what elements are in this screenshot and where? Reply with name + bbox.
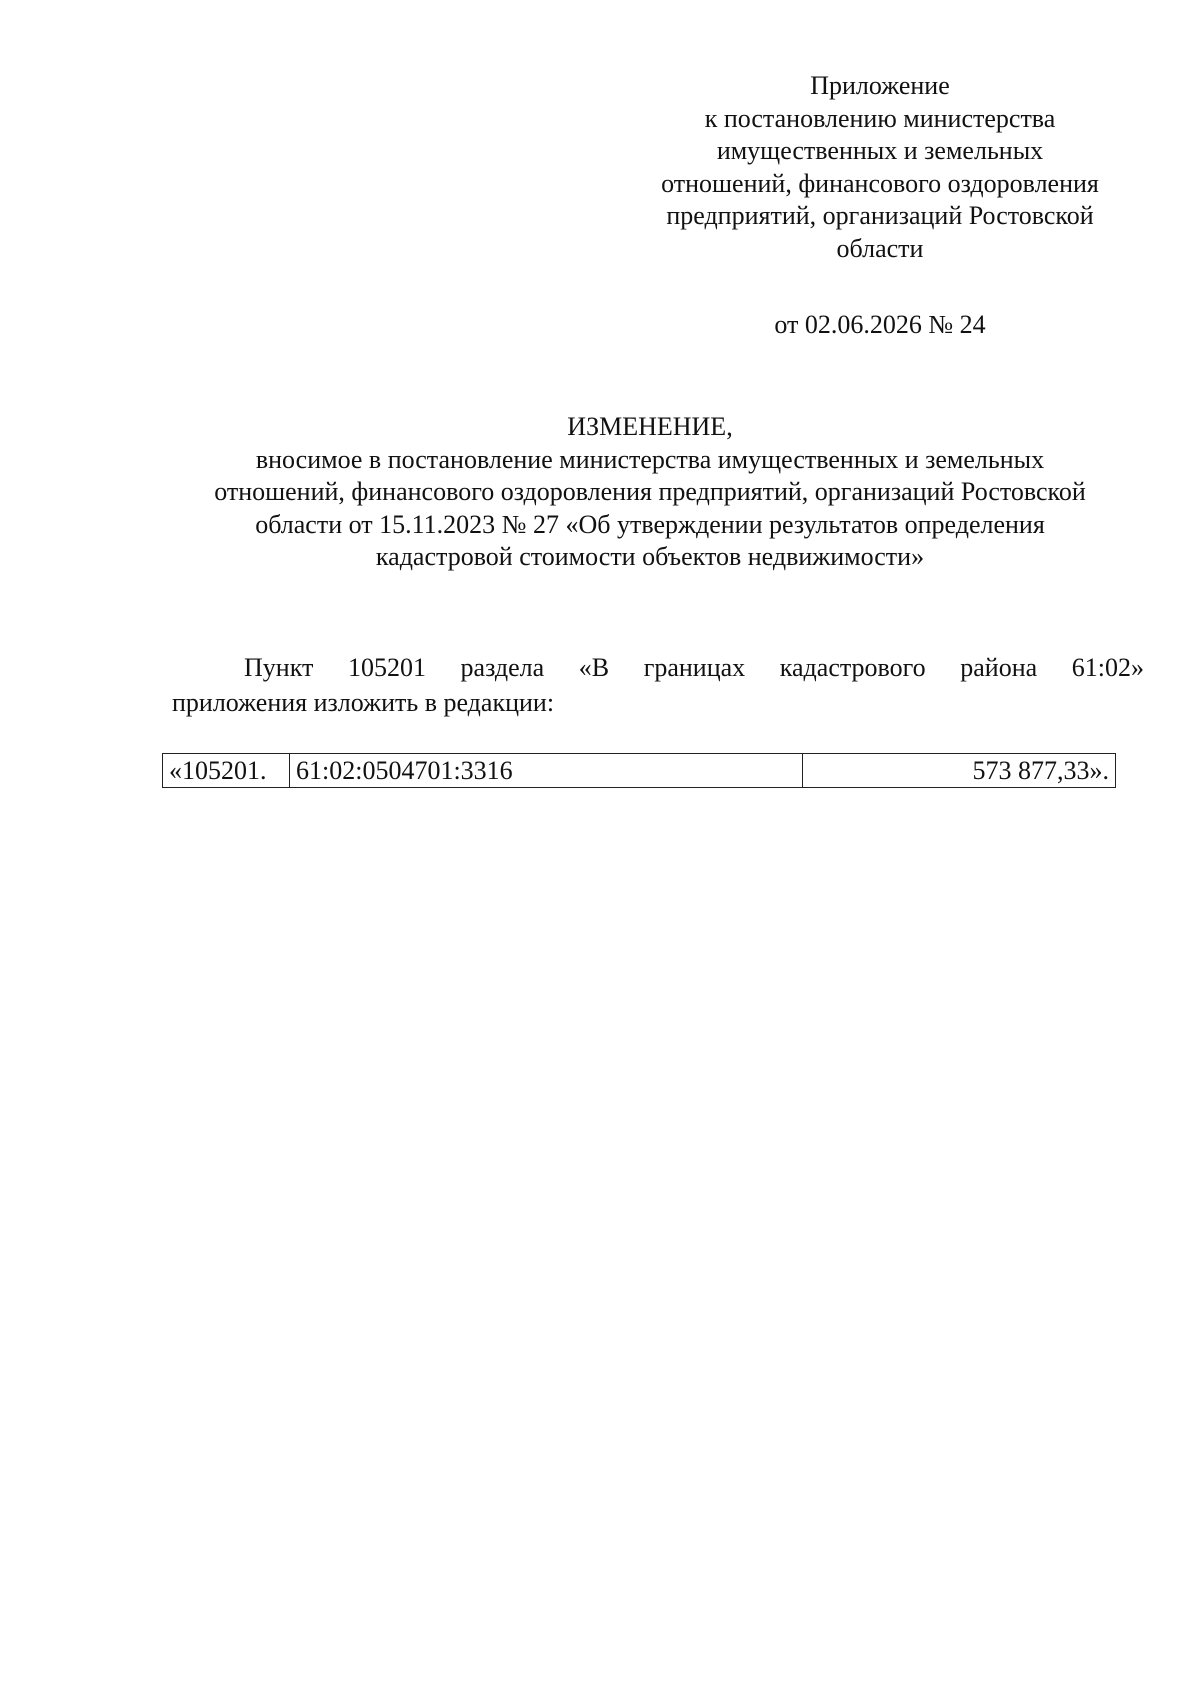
cadastral-number-cell: 61:02:0504701:3316 — [290, 754, 803, 788]
body-word: кадастрового — [779, 653, 926, 682]
appendix-line: предприятий, организаций Ростовской — [666, 201, 1094, 230]
body-word: «В — [578, 653, 610, 682]
title-line: отношений, финансового оздоровления предприятий, организаций Ростовской — [214, 477, 1086, 506]
body-word: границах — [643, 653, 746, 682]
appendix-line: имущественных и земельных — [716, 136, 1044, 165]
body-word: раздела — [460, 653, 545, 682]
title-line: вносимое в постановление министерства имущественных и земельных — [255, 444, 1045, 474]
body-word: 105201 — [347, 653, 426, 682]
title-line: области от 15.11.2023 № 27 «Об утверждении результатов определения — [255, 509, 1045, 539]
body-word: Пункт — [244, 653, 314, 682]
appendix-line: отношений, финансового оздоровления — [661, 168, 1099, 198]
document-title — [160, 411, 1140, 574]
title-heading: ИЗМЕНЕНИЕ, — [567, 412, 733, 441]
cadastral-table — [162, 753, 1116, 788]
body-paragraph — [172, 650, 1144, 720]
body-word: района — [960, 653, 1038, 682]
cadastral-value-cell: 573 877,33». — [803, 754, 1116, 788]
appendix-date-number: от 02.06.2026 № 24 — [774, 310, 986, 339]
title-line: кадастровой стоимости объектов недвижимости» — [375, 542, 925, 571]
body-word: 61:02» — [1071, 653, 1145, 682]
appendix-line: Приложение — [810, 71, 950, 100]
body-second-line: приложения изложить в редакции: — [172, 688, 555, 717]
row-number-cell: «105201. — [163, 754, 290, 788]
appendix-header — [640, 70, 1120, 342]
appendix-line: области — [836, 233, 924, 263]
body-first-line — [172, 650, 1144, 685]
appendix-line: к постановлению министерства — [704, 103, 1056, 133]
table-row — [163, 754, 1116, 788]
